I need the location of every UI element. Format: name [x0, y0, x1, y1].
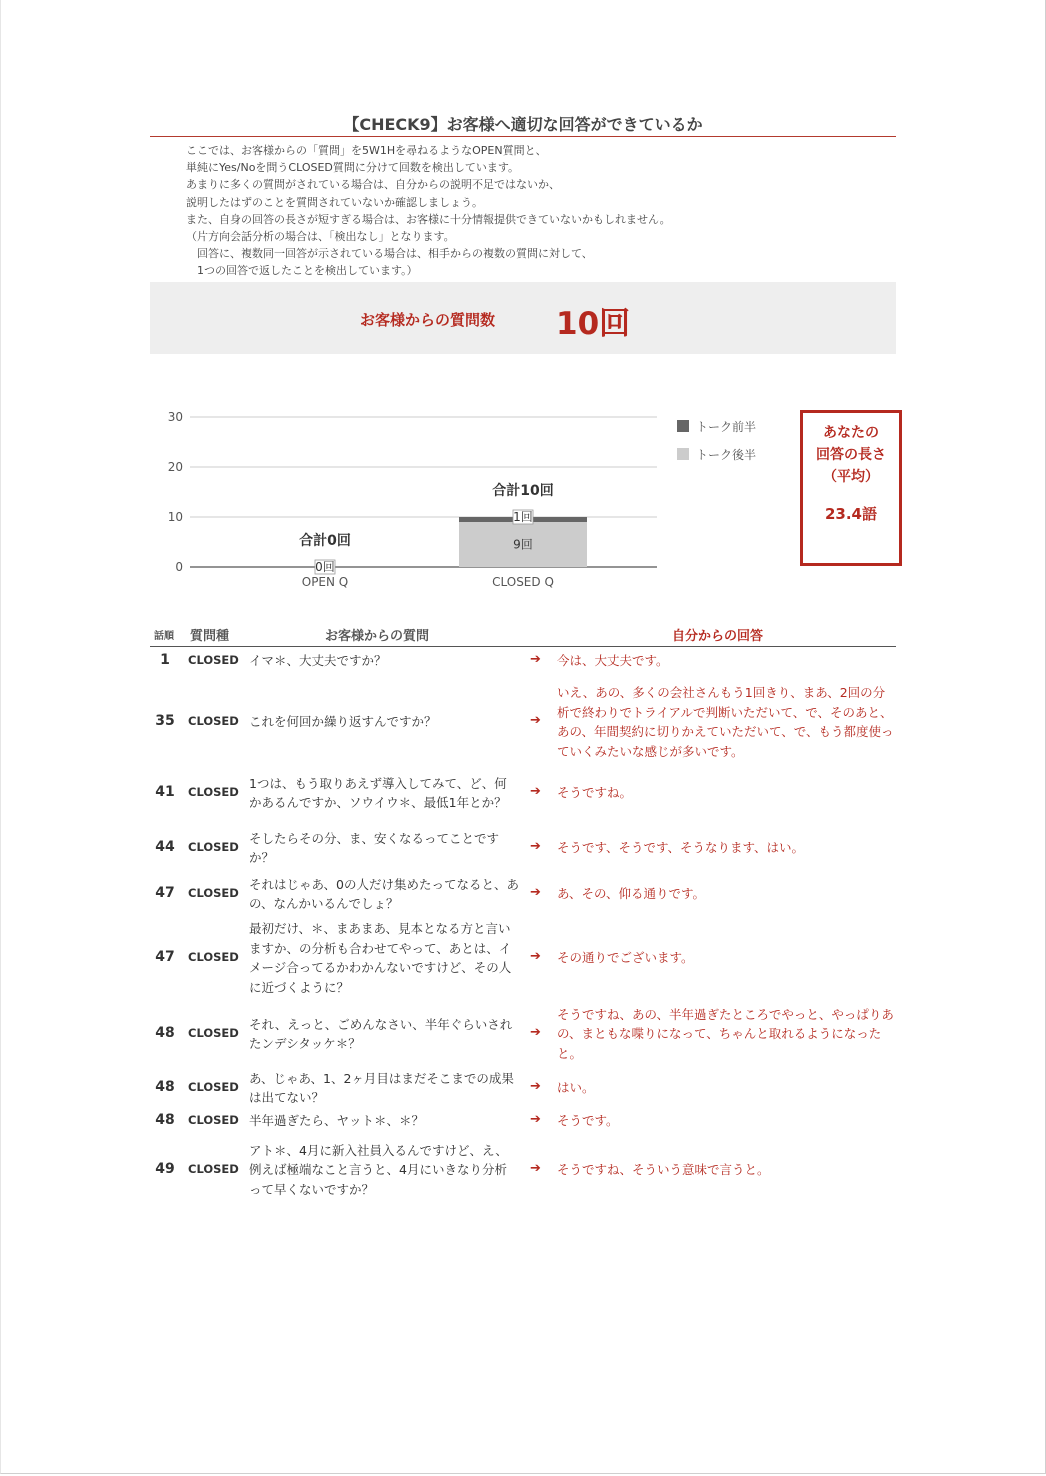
intro-line: （片方向会話分析の場合は、「検出なし」となります。 — [186, 230, 455, 244]
average-answer-length-box — [800, 410, 902, 566]
avg-label-line: 回答の長さ — [816, 447, 886, 463]
legend-swatch — [677, 420, 689, 432]
row-number: 41 — [155, 784, 175, 800]
bar-total-label: 合計10回 — [492, 483, 554, 499]
row-question-type: CLOSED — [188, 714, 239, 728]
arrow-icon: ➔ — [530, 949, 541, 964]
table-row — [150, 874, 896, 914]
intro-line: ここでは、お客様からの「質問」を5W1Hを尋ねるようなOPEN質問と、 — [186, 144, 547, 157]
header-question: お客様からの質問 — [325, 629, 430, 644]
avg-value: 23.4語 — [824, 505, 877, 523]
table-row — [150, 828, 896, 868]
question-chart — [150, 395, 790, 595]
arrow-icon: ➔ — [530, 839, 541, 854]
arrow-icon: ➔ — [530, 652, 541, 667]
row-question: それはじゃあ、0の人だけ集めたってなると、あの、なんかいるんでしょ？ — [249, 876, 519, 911]
row-question-type: CLOSED — [188, 840, 239, 854]
row-answer: そうです、そうです、そうなります、はい。 — [557, 840, 805, 855]
y-tick-label: 20 — [167, 460, 183, 474]
table-row — [150, 1110, 896, 1132]
row-question-type: CLOSED — [188, 886, 239, 900]
row-answer: あ、その、仰る通りです。 — [557, 886, 706, 901]
row-number: 47 — [155, 885, 175, 901]
title-divider — [150, 136, 896, 137]
row-question: アト＊、4月に新入社員入るんですけど、え、例えば極端なこと言うと、4月にいきなり分析って早くないですか？ — [249, 1142, 508, 1197]
table-row — [150, 918, 896, 998]
row-question: 最初だけ、＊、まあまあ、見本となる方と言いますか、の分析も合わせてやって、あとは、イメージ合ってるかわかんないですけど、その人に近づくように？ — [249, 921, 512, 995]
row-question: あ、じゃあ、1、2ヶ月目はまだそこまでの成果は出てない？ — [249, 1070, 514, 1105]
intro-line: また、自身の回答の長さが短すぎる場合は、お客様に十分情報提供できていないかもしれません。 — [186, 212, 671, 226]
arrow-icon: ➔ — [530, 885, 541, 900]
bar-total-label: 合計0回 — [299, 533, 351, 549]
row-question-type: CLOSED — [188, 785, 239, 799]
arrow-icon: ➔ — [530, 1161, 541, 1176]
row-question: 半年過ぎたら、ヤット＊、＊？ — [249, 1113, 425, 1128]
intro-line: 単純にYes/Noを問うCLOSED質問に分けて回数を検出しています。 — [186, 161, 520, 175]
question-count-label: お客様からの質問数 — [360, 311, 496, 329]
row-question-type: CLOSED — [188, 1080, 239, 1094]
row-question: 1つは、もう取りあえず導入してみて、ど、何かあるんですか、ソウイウ＊、最低1年とか？ — [249, 775, 507, 810]
x-tick-label: OPEN Q — [301, 575, 349, 589]
qa-table — [150, 622, 896, 1197]
row-number: 35 — [155, 713, 175, 729]
row-answer: そうですね、そういう意味で言うと。 — [557, 1162, 770, 1177]
intro-text — [186, 142, 886, 280]
row-answer: はい。 — [557, 1080, 595, 1095]
legend-swatch — [677, 448, 689, 460]
row-answer: そうです。 — [557, 1113, 619, 1128]
y-tick-label: 10 — [167, 510, 183, 524]
intro-line: 1つの回答で返したことを検出しています。） — [186, 264, 418, 278]
row-answer: いえ、あの、多くの会社さんもう1回きり、まあ、2回の分析で終わりでトライアルで判断いただいて、で、そのあと、あの、年間契約に切りかえていただいて、で、もう都度使っていくみたいな感じが多いです。 — [557, 685, 894, 759]
row-number: 49 — [155, 1161, 175, 1177]
header-type: 質問種 — [190, 629, 230, 644]
row-question: それ、えっと、ごめんなさい、半年ぐらいされたンデシタッケ＊？ — [249, 1016, 513, 1051]
header-answer: 自分からの回答 — [672, 629, 764, 644]
table-row — [150, 1068, 896, 1108]
row-question: イマ＊、大丈夫ですか？ — [249, 653, 387, 668]
legend-label: トーク前半 — [696, 420, 757, 434]
arrow-icon: ➔ — [530, 1112, 541, 1127]
row-number: 48 — [155, 1112, 175, 1128]
avg-label-line: あなたの — [823, 425, 879, 441]
intro-line: あまりに多くの質問がされている場合は、自分からの説明不足ではないか、 — [186, 178, 560, 192]
row-number: 44 — [155, 839, 175, 855]
arrow-icon: ➔ — [530, 713, 541, 728]
bar-data-label: 0回 — [315, 560, 335, 574]
table-row — [150, 1004, 896, 1064]
arrow-icon: ➔ — [530, 1079, 541, 1094]
page-title: 【CHECK9】お客様へ適切な回答ができているか — [343, 115, 703, 134]
table-row — [150, 650, 896, 672]
intro-line: 回答に、複数同一回答が示されている場合は、相手からの複数の質問に対して、 — [186, 247, 593, 261]
arrow-icon: ➔ — [530, 1025, 541, 1040]
question-count-box — [150, 282, 896, 354]
header-num: 話順 — [154, 631, 174, 642]
row-question-type: CLOSED — [188, 1113, 239, 1127]
bar-data-label: 1回 — [513, 510, 533, 524]
row-question-type: CLOSED — [188, 1026, 239, 1040]
x-tick-label: CLOSED Q — [492, 575, 554, 589]
row-answer: その通りでございます。 — [557, 950, 694, 965]
intro-line: 説明したはずのことを質問されていないか確認しましょう。 — [186, 195, 483, 209]
y-tick-label: 0 — [175, 560, 183, 574]
row-answer: 今は、大丈夫です。 — [557, 653, 669, 668]
bar-data-label: 9回 — [513, 537, 533, 552]
y-tick-label: 30 — [167, 410, 183, 424]
table-row — [150, 682, 896, 762]
row-question-type: CLOSED — [188, 653, 239, 667]
row-number: 48 — [155, 1025, 175, 1041]
row-question: これを何回か繰り返すんですか？ — [249, 714, 437, 729]
row-answer: そうですね、あの、半年過ぎたところでやっと、やっぱりあの、まともな喋りになって、ちゃんと取れるようになったと。 — [557, 1006, 894, 1061]
arrow-icon: ➔ — [530, 784, 541, 799]
table-row — [150, 1140, 896, 1200]
row-answer: そうですね。 — [557, 785, 633, 800]
table-row — [150, 763, 896, 823]
row-question: そしたらその分、ま、安くなるってことですか？ — [249, 830, 500, 865]
row-question-type: CLOSED — [188, 1162, 239, 1176]
table-header — [150, 622, 896, 647]
row-question-type: CLOSED — [188, 950, 239, 964]
avg-label-line: （平均） — [823, 469, 879, 485]
row-number: 48 — [155, 1079, 175, 1095]
row-number: 47 — [155, 949, 175, 965]
question-count-value: 10回 — [556, 306, 631, 342]
row-number: 1 — [160, 652, 170, 668]
legend-label: トーク後半 — [696, 448, 757, 462]
